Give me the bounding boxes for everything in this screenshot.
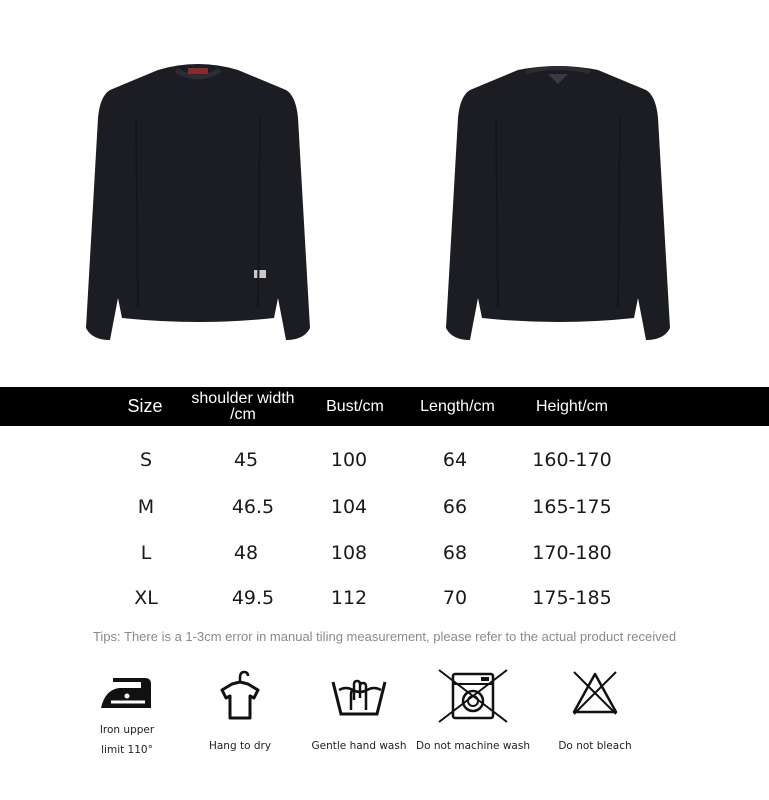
cell-length: 66 [442,496,468,518]
care-no-bleach [548,668,642,756]
hand-wash-label: Gentle hand wash [311,740,407,752]
cell-height: 160-170 [532,449,612,471]
iron-label-line1: Iron upper [99,724,155,736]
cell-bust: 100 [330,449,368,471]
cell-length: 70 [442,587,468,609]
cell-bust: 104 [330,496,368,518]
iron-icon [97,668,157,716]
cell-length: 64 [442,449,468,471]
table-row [0,533,769,573]
hand-wash-icon [329,668,389,724]
cell-shoulder: 45 [233,449,259,471]
sweater-back-image [438,58,678,348]
cell-size: S [139,449,153,471]
cell-shoulder: 46.5 [231,496,275,518]
cell-shoulder: 48 [233,542,259,564]
no-machine-wash-label: Do not machine wash [416,740,530,752]
no-machine-wash-icon [437,668,509,724]
cell-size: XL [134,587,158,609]
size-table-header [0,387,769,426]
care-hand-wash [305,668,413,756]
care-no-machine-wash [413,668,533,756]
cell-height: 170-180 [532,542,612,564]
cell-size: M [137,496,155,518]
sweater-front-image [78,58,318,348]
cell-length: 68 [442,542,468,564]
header-shoulder-width [178,387,308,426]
cell-height: 165-175 [532,496,612,518]
hang-label: Hang to dry [208,740,272,752]
no-bleach-label: Do not bleach [558,740,632,752]
header-height: Height/cm [535,398,609,415]
cell-bust: 108 [330,542,368,564]
table-row [0,440,769,480]
hanger-shirt-icon [218,668,262,724]
header-shoulder-line1: shoulder width [191,389,295,407]
care-iron [82,668,172,760]
header-length: Length/cm [420,398,495,415]
iron-label-line2: limit 110° [101,744,153,756]
header-shoulder-line2: /cm [230,405,256,423]
care-hang [195,668,285,756]
no-bleach-icon [570,668,620,718]
tips-note: Tips: There is a 1-3cm error in manual tiling measurement, please refer to the actual product received [92,629,677,644]
table-row [0,487,769,527]
cell-size: L [140,542,152,564]
cell-bust: 112 [330,587,368,609]
header-bust: Bust/cm [326,398,384,415]
cell-shoulder: 49.5 [231,587,275,609]
product-photos [0,0,769,385]
header-size: Size [127,396,163,416]
cell-height: 175-185 [532,587,612,609]
table-row [0,578,769,618]
